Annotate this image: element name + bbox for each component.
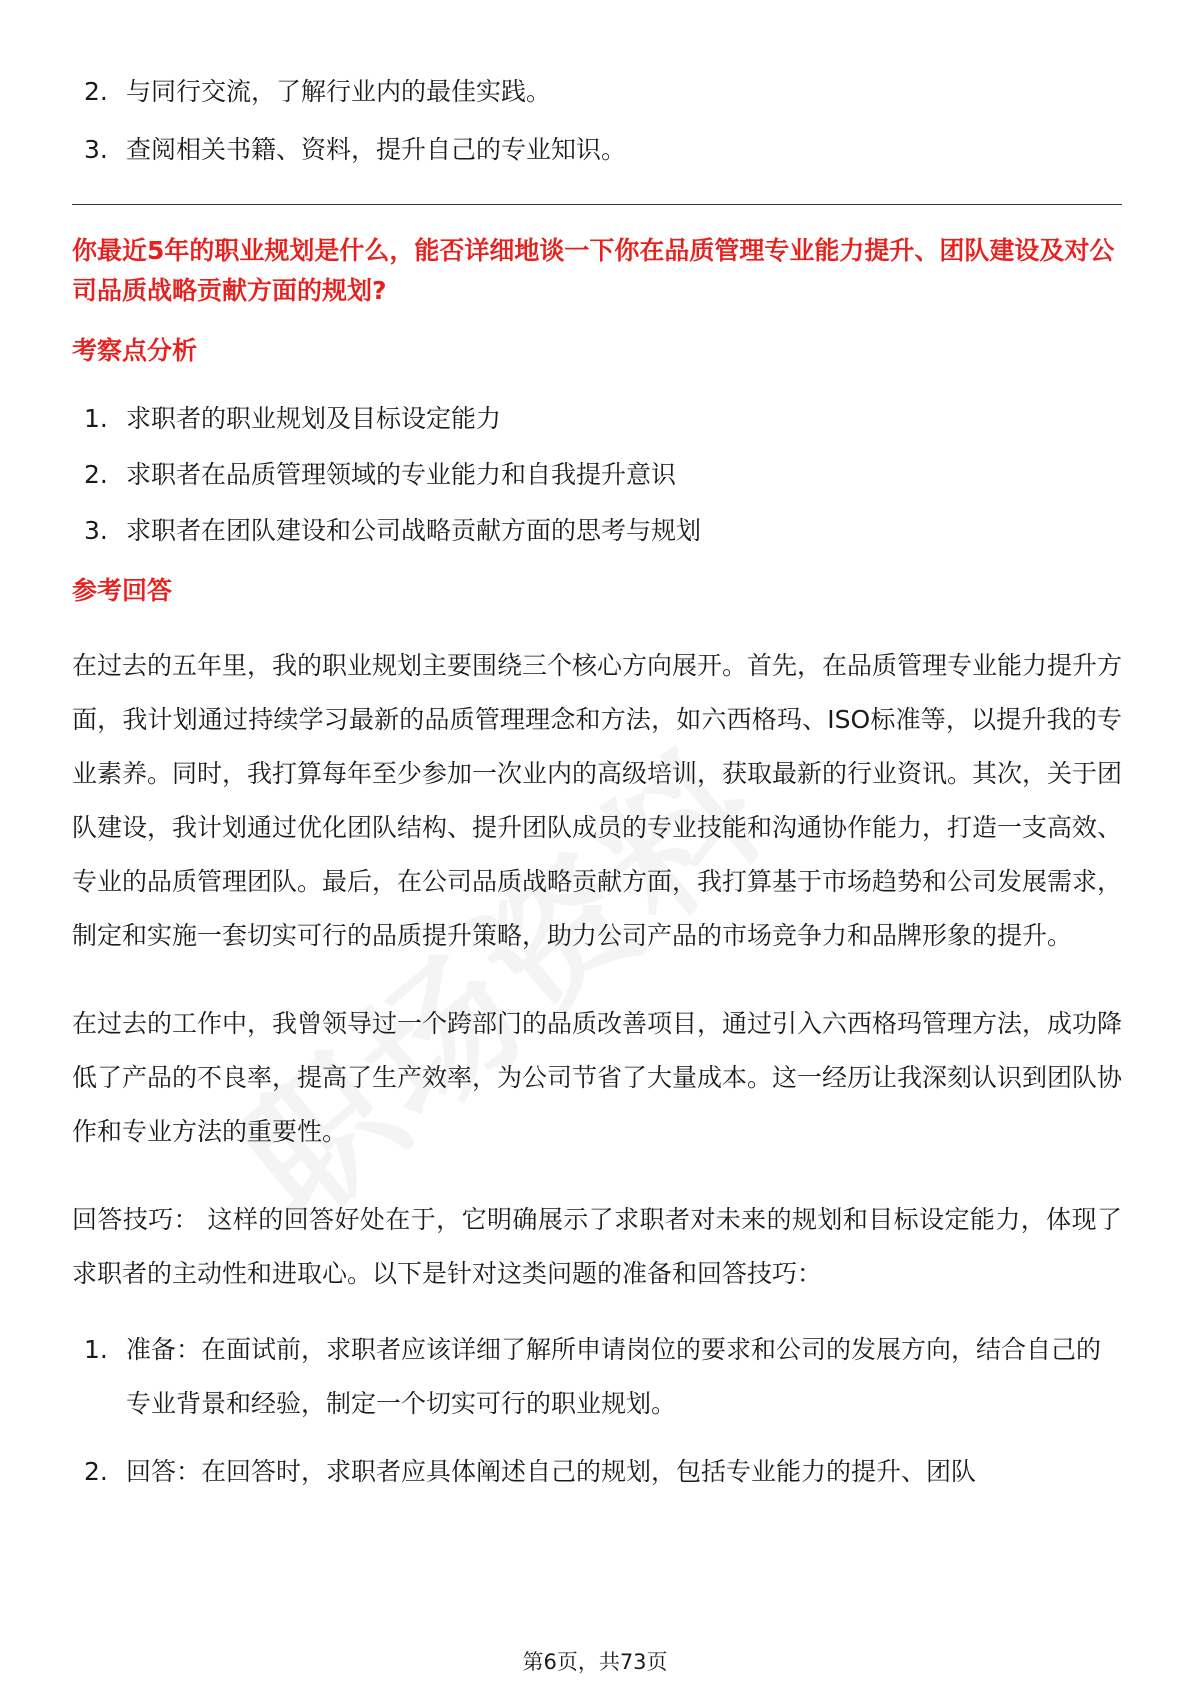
list-number: 3.	[84, 135, 108, 164]
list-text: 与同行交流，了解行业内的最佳实践。	[126, 77, 552, 106]
page-content	[72, 72, 1122, 1513]
continued-list	[72, 72, 1122, 170]
list-text: 求职者在品质管理领域的专业能力和自我提升意识	[126, 460, 677, 489]
analysis-heading: 考察点分析	[72, 336, 198, 365]
list-number: 2.	[84, 77, 108, 106]
list-text: 求职者的职业规划及目标设定能力	[126, 404, 502, 433]
list-text: 准备：在面试前，求职者应该详细了解所申请岗位的要求和公司的发展方向，结合自己的专业背景和经验，制定一个切实可行的职业规划。	[126, 1335, 1102, 1418]
list-number: 1.	[84, 404, 108, 433]
page-number-footer: 第6页，共73页	[522, 1650, 668, 1674]
list-text: 回答：在回答时，求职者应具体阐述自己的规划，包括专业能力的提升、团队	[126, 1457, 977, 1486]
list-item	[72, 1445, 1122, 1499]
list-item	[72, 72, 1122, 112]
list-item	[72, 511, 1122, 551]
list-number: 1.	[84, 1335, 108, 1364]
list-item	[72, 130, 1122, 170]
list-number: 3.	[84, 516, 108, 545]
section-divider	[72, 204, 1122, 205]
analysis-list	[72, 399, 1122, 551]
answer-paragraph: 在过去的五年里，我的职业规划主要围绕三个核心方向展开。首先，在品质管理专业能力提升方面，我计划通过持续学习最新的品质管理理念和方法，如六西格玛、ISO标准等，以提升我的专业素养。同时，我打算每年至少参加一次业内的高级培训，获取最新的行业资讯。其次，关于团队建设，我计划通过优化团队结构、提升团队成员的专业技能和沟通协作能力，打造一支高效、专业的品质管理团队。最后，在公司品质战略贡献方面，我打算基于市场趋势和公司发展需求，制定和实施一套切实可行的品质提升策略，助力公司产品的市场竞争力和品牌形象的提升。	[72, 651, 1123, 950]
tips-list	[72, 1323, 1122, 1499]
answer-tips-paragraph: 回答技巧： 这样的回答好处在于，它明确展示了求职者对未来的规划和目标设定能力，体现了求职者的主动性和进取心。以下是针对这类问题的准备和回答技巧：	[72, 1205, 1122, 1288]
list-text: 求职者在团队建设和公司战略贡献方面的思考与规划	[126, 516, 702, 545]
answer-heading: 参考回答	[72, 576, 173, 605]
list-number: 2.	[84, 1457, 108, 1486]
list-item	[72, 455, 1122, 495]
list-text: 查阅相关书籍、资料，提升自己的专业知识。	[126, 135, 627, 164]
answer-paragraph: 在过去的工作中，我曾领导过一个跨部门的品质改善项目，通过引入六西格玛管理方法，成功降低了产品的不良率，提高了生产效率，为公司节省了大量成本。这一经历让我深刻认识到团队协作和专业方法的重要性。	[72, 1009, 1123, 1146]
list-item	[72, 1323, 1122, 1431]
question-title: 你最近5年的职业规划是什么，能否详细地谈一下你在品质管理专业能力提升、团队建设及对公司品质战略贡献方面的规划?	[72, 236, 1115, 305]
list-number: 2.	[84, 460, 108, 489]
list-item	[72, 399, 1122, 439]
